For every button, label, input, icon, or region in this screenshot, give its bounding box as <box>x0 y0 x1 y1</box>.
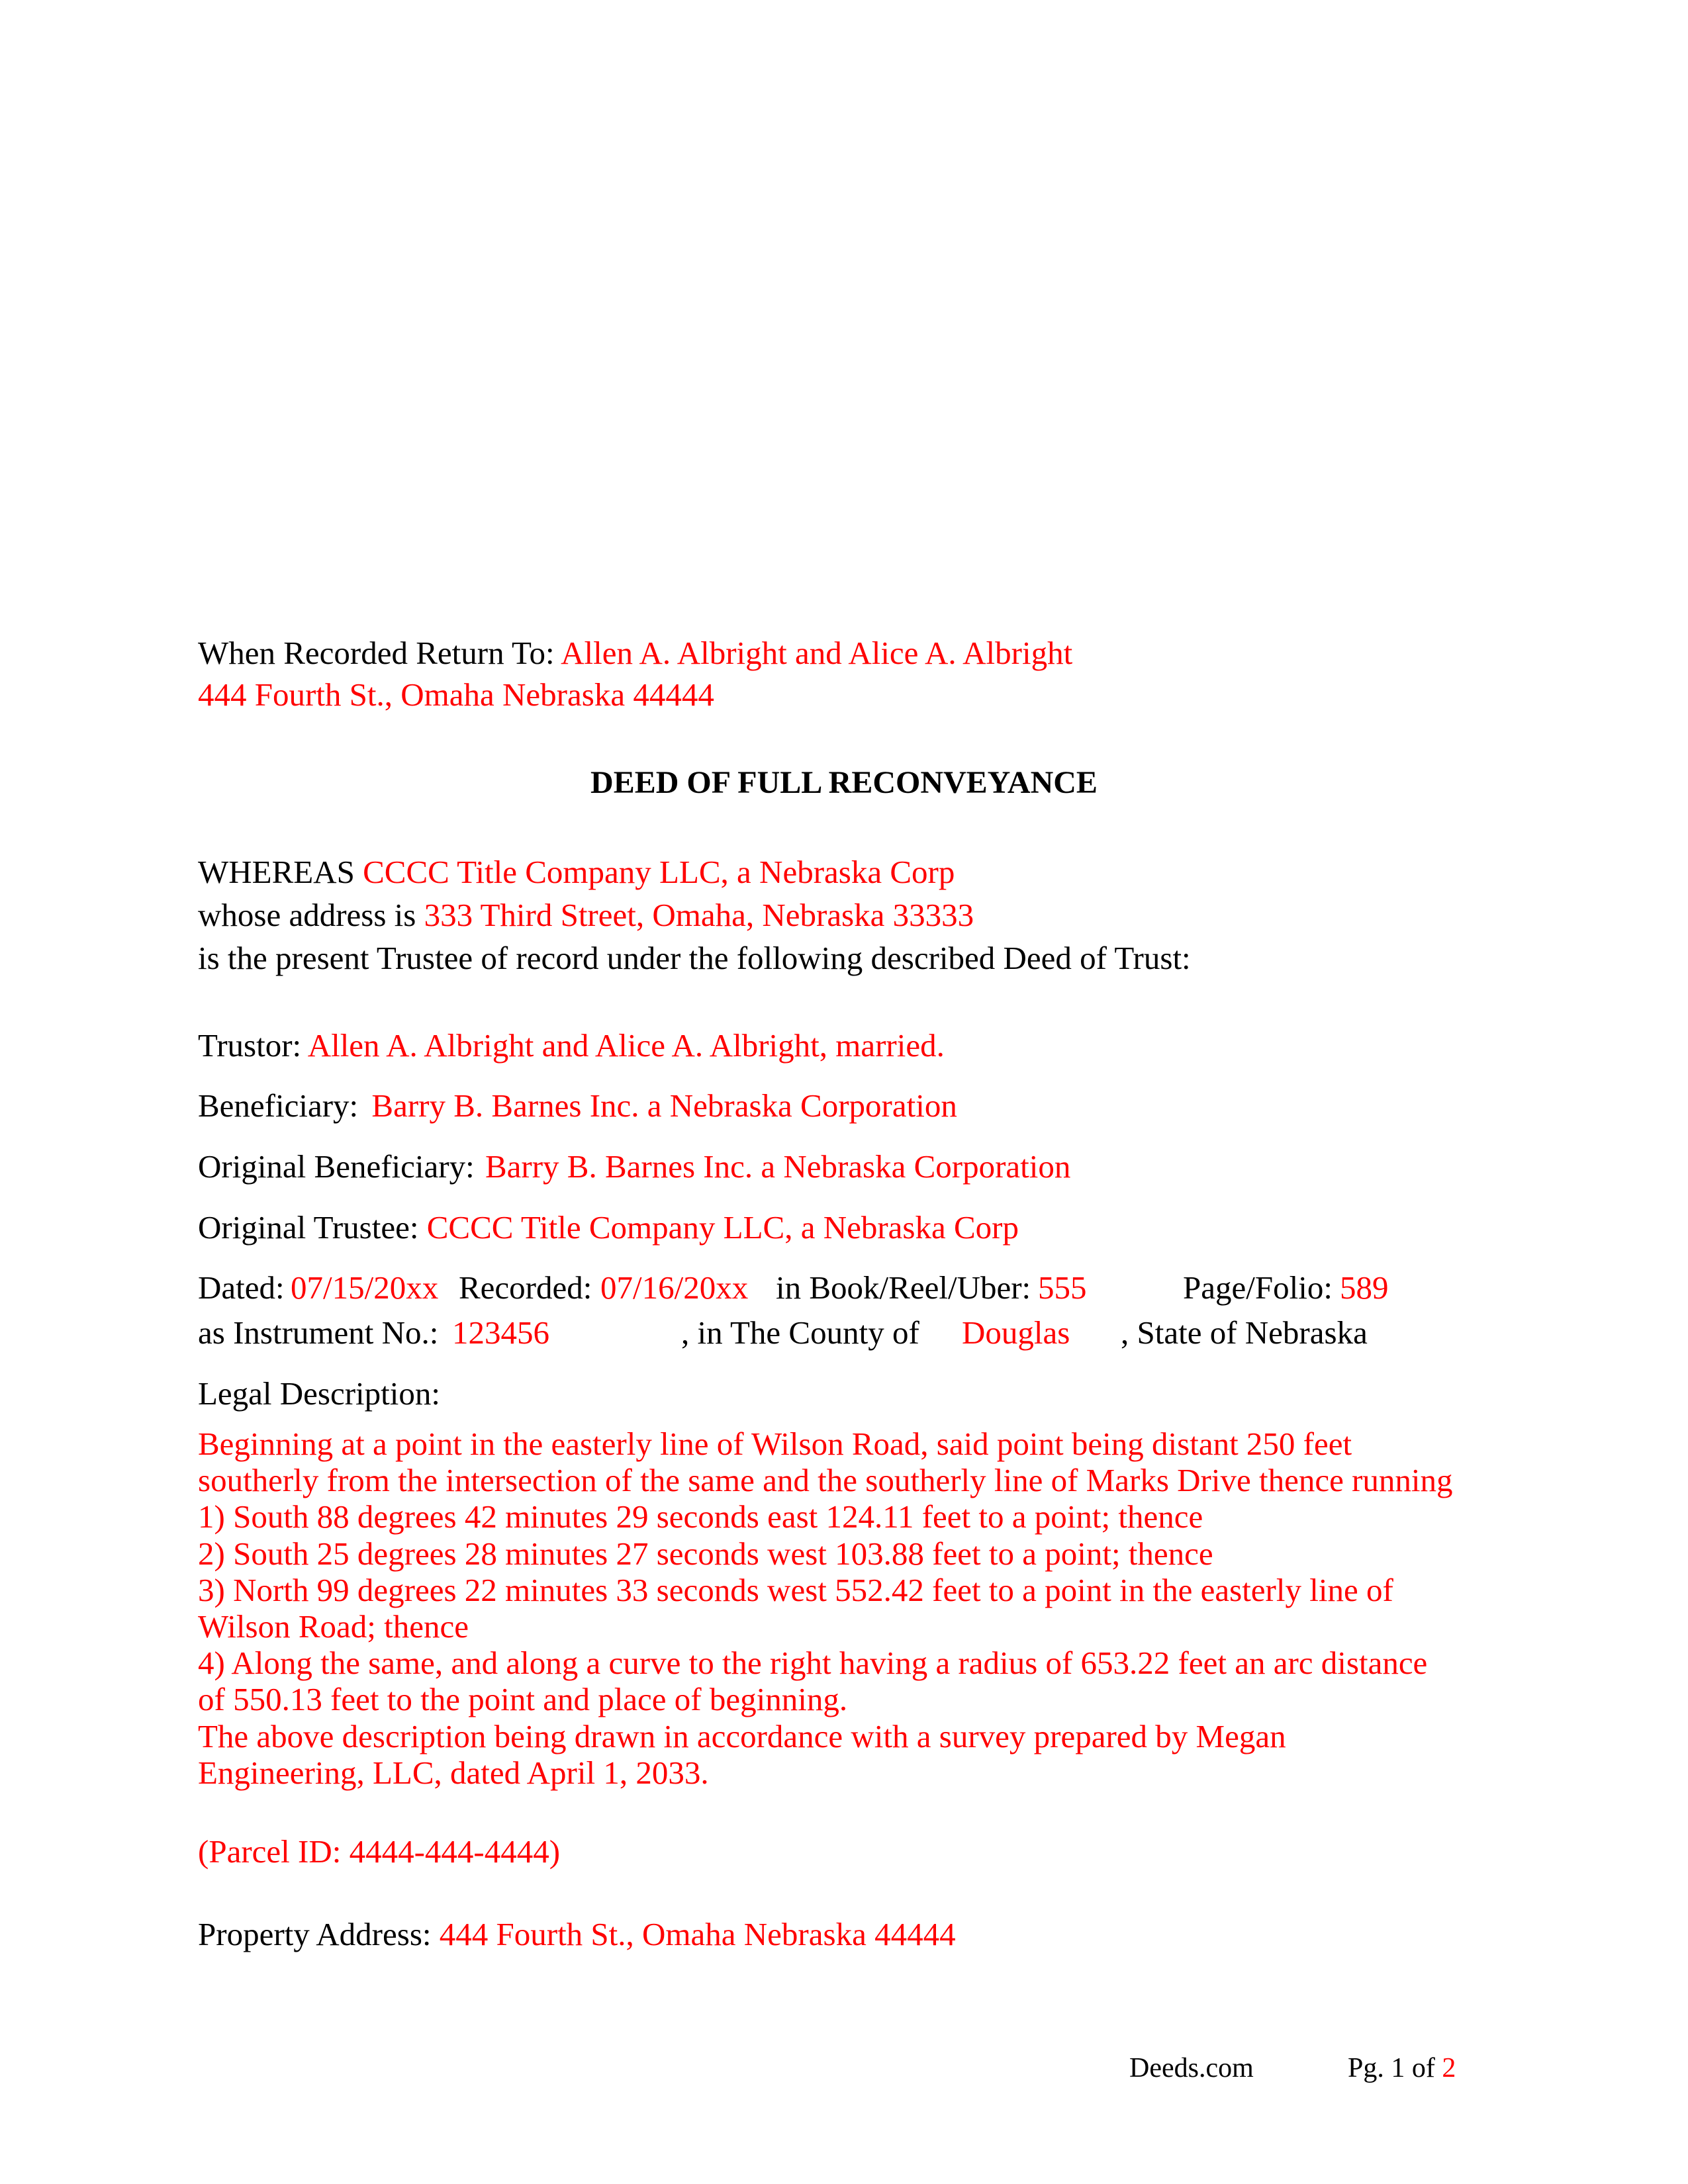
original-beneficiary-label: Original Beneficiary: <box>198 1148 475 1185</box>
return-to-address: 444 Fourth St., Omaha Nebraska 44444 <box>198 676 714 713</box>
recorded-label: Recorded: <box>459 1269 592 1306</box>
legal-line: 2) South 25 degrees 28 minutes 27 seconds west 103.88 feet to a point; thence <box>198 1535 1213 1572</box>
whereas-line <box>198 856 955 888</box>
legal-description-label: Legal Description: <box>198 1375 441 1412</box>
legal-line: Wilson Road; thence <box>198 1608 469 1645</box>
legal-line: The above description being drawn in accordance with a survey prepared by Megan <box>198 1717 1286 1754</box>
whereas-address-label: whose address is <box>198 897 416 933</box>
property-address-label: Property Address: <box>198 1916 432 1952</box>
parcel-id: (Parcel ID: 4444-444-4444) <box>198 1833 561 1870</box>
whereas-statement: is the present Trustee of record under the following described Deed of Trust: <box>198 940 1191 976</box>
state-text: , State of Nebraska <box>1121 1314 1368 1351</box>
page-indicator <box>1348 2054 1456 2082</box>
legal-line: Engineering, LLC, dated April 1, 2033. <box>198 1754 709 1791</box>
beneficiary-line <box>198 1089 957 1122</box>
recorded-value: 07/16/20xx <box>600 1269 749 1306</box>
legal-line: southerly from the intersection of the same and the southerly line of Marks Drive thence running <box>198 1462 1453 1499</box>
whereas-address-line <box>198 899 974 931</box>
legal-description-body <box>198 1426 1522 1791</box>
trustor-line <box>198 1029 945 1062</box>
return-to-name: Allen A. Albright and Alice A. Albright <box>561 635 1073 671</box>
dated-value: 07/15/20xx <box>291 1269 439 1306</box>
page-current: 1 <box>1391 2053 1405 2083</box>
property-address-line <box>198 1918 956 1950</box>
instrument-label: as Instrument No.: <box>198 1314 439 1351</box>
page-folio-value: 589 <box>1340 1269 1389 1306</box>
footer-site: Deeds.com <box>1129 2053 1254 2083</box>
whereas-address: 333 Third Street, Omaha, Nebraska 33333 <box>424 897 974 933</box>
original-beneficiary-value: Barry B. Barnes Inc. a Nebraska Corporation <box>485 1148 1071 1185</box>
whereas-trustee: CCCC Title Company LLC, a Nebraska Corp <box>363 854 955 890</box>
trustor-label: Trustor: <box>198 1027 302 1064</box>
legal-line: of 550.13 feet to the point and place of beginning. <box>198 1681 848 1718</box>
whereas-label: WHEREAS <box>198 854 355 890</box>
beneficiary-value: Barry B. Barnes Inc. a Nebraska Corporation <box>371 1087 957 1124</box>
county-label: , in The County of <box>681 1314 919 1351</box>
trustor-value: Allen A. Albright and Alice A. Albright, married. <box>307 1027 945 1064</box>
page-folio-label: Page/Folio: <box>1183 1269 1333 1306</box>
original-beneficiary-line <box>198 1150 1070 1183</box>
return-to-line <box>198 637 1072 669</box>
original-trustee-label: Original Trustee: <box>198 1209 419 1246</box>
property-address-value: 444 Fourth St., Omaha Nebraska 44444 <box>439 1916 956 1952</box>
document-title: DEED OF FULL RECONVEYANCE <box>590 765 1098 800</box>
book-label: in Book/Reel/Uber: <box>776 1269 1031 1306</box>
page-prefix: Pg. <box>1348 2053 1384 2083</box>
county-value: Douglas <box>962 1314 1070 1351</box>
page-total: 2 <box>1442 2053 1456 2083</box>
legal-line: 1) South 88 degrees 42 minutes 29 seconds east 124.11 feet to a point; thence <box>198 1498 1203 1535</box>
original-trustee-line <box>198 1211 1019 1244</box>
original-trustee-value: CCCC Title Company LLC, a Nebraska Corp <box>426 1209 1019 1246</box>
book-value: 555 <box>1038 1269 1087 1306</box>
legal-line: Beginning at a point in the easterly line of Wilson Road, said point being distant 250 feet <box>198 1426 1352 1462</box>
legal-line: 3) North 99 degrees 22 minutes 33 seconds west 552.42 feet to a point in the easterly line of <box>198 1571 1393 1608</box>
instrument-value: 123456 <box>452 1314 549 1351</box>
page-of: of <box>1411 2053 1435 2083</box>
dated-label: Dated: <box>198 1269 285 1306</box>
legal-line: 4) Along the same, and along a curve to the right having a radius of 653.22 feet an arc distance <box>198 1645 1428 1682</box>
beneficiary-label: Beneficiary: <box>198 1087 359 1124</box>
return-to-label: When Recorded Return To: <box>198 635 555 671</box>
